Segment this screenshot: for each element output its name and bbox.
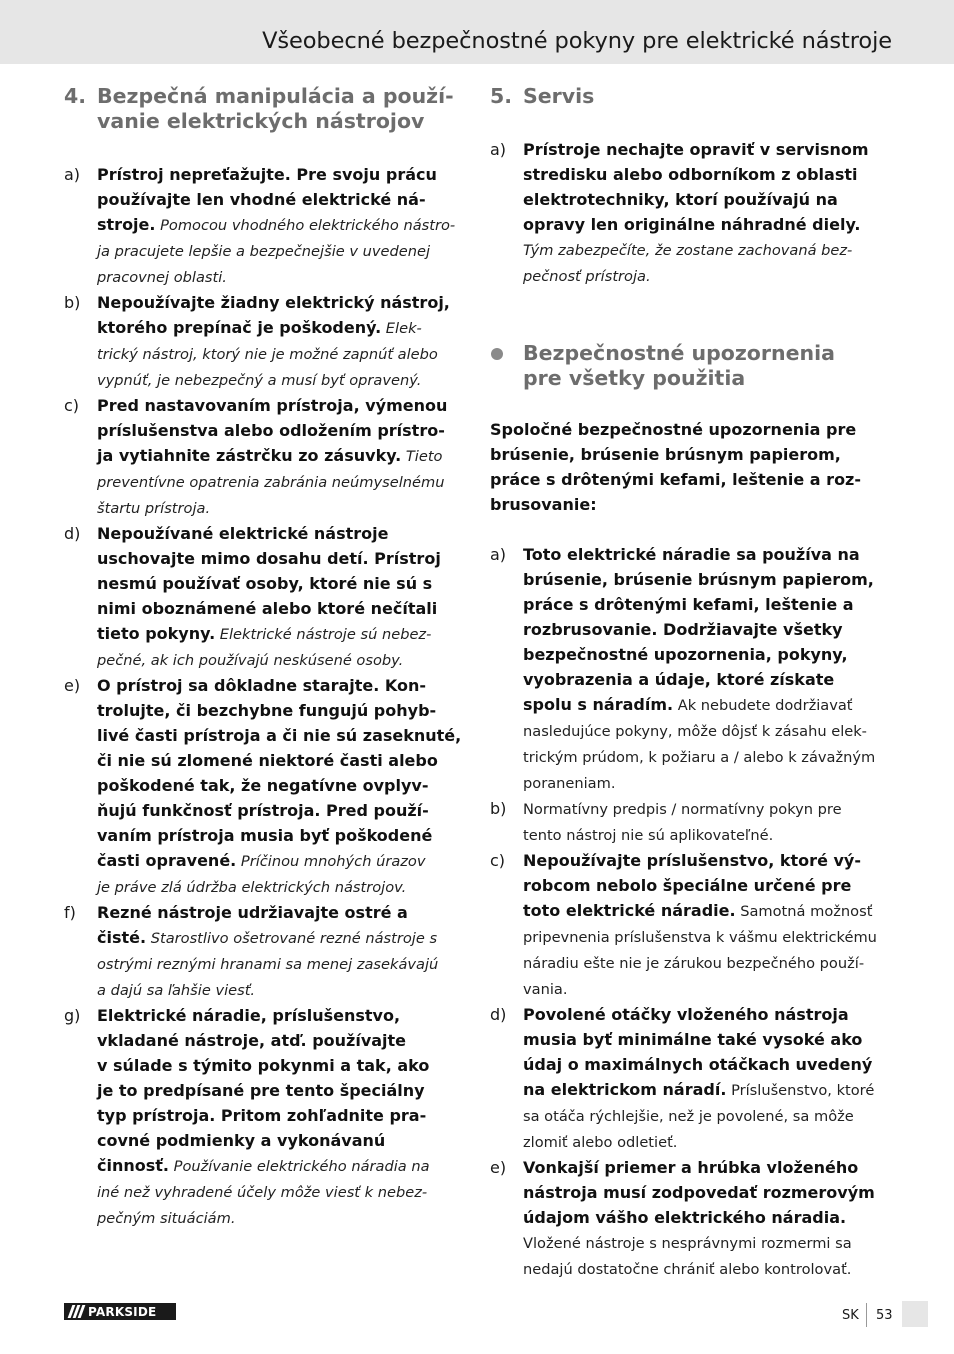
item-label: e) bbox=[64, 676, 81, 695]
body-text: sa otáča rýchlejšie, než je povolené, sa môže bbox=[523, 1108, 854, 1125]
italic-text: pečné, ak ich používajú neskúsené osoby. bbox=[97, 652, 404, 669]
italic-text: Elek- bbox=[381, 320, 422, 337]
bold-text: Pred nastavovaním prístroja, výmenou bbox=[97, 396, 448, 415]
bold-text: elektrotechniky, ktorí používajú na bbox=[523, 190, 838, 209]
bold-text: časti opravené. bbox=[97, 851, 237, 870]
bold-text: Prístroje nechajte opraviť v servisnom bbox=[523, 140, 869, 159]
bold-text: Elektrické náradie, príslušenstvo, bbox=[97, 1006, 401, 1025]
bold-text: O prístroj sa dôkladne starajte. Kon- bbox=[97, 676, 427, 695]
bold-text: je to predpísané pre tento špeciálny bbox=[97, 1081, 425, 1100]
safety-title-line1: Bezpečnostné upozornenia bbox=[523, 341, 835, 365]
logo-stripes-icon bbox=[64, 1303, 88, 1320]
bold-text: ňujú funkčnosť prístroja. Pred použí- bbox=[97, 801, 429, 820]
italic-text: pečným situáciám. bbox=[97, 1210, 236, 1227]
bold-text: musia byť minimálne také vysoké ako bbox=[523, 1030, 863, 1049]
item-label: b) bbox=[64, 293, 81, 312]
safety-heading bbox=[490, 341, 894, 391]
bold-text: trolujte, či bezchybne fungujú pohyb- bbox=[97, 701, 437, 720]
bold-text: či nie sú zlomené niektoré časti alebo bbox=[97, 751, 438, 770]
body-text: Normatívny predpis / normatívny pokyn pre bbox=[523, 801, 842, 818]
italic-text: Starostlivo ošetrované rezné nástroje s bbox=[146, 930, 438, 947]
body-text: Príslušenstvo, ktoré bbox=[726, 1082, 875, 1099]
bold-text: na elektrickom náradí. bbox=[523, 1080, 727, 1099]
bold-text: ja vytiahnite zástrčku zo zásuvky. bbox=[97, 446, 402, 465]
section-4-title-line2: vanie elektrických nástrojov bbox=[97, 109, 425, 133]
bold-text: činnosť. bbox=[97, 1156, 169, 1175]
intro-line: brúsenie, brúsenie brúsnym papierom, bbox=[490, 445, 841, 464]
body-text: tento nástroj nie sú aplikovateľné. bbox=[523, 827, 774, 844]
bold-text: údajom vášho elektrického náradia. bbox=[523, 1208, 847, 1227]
item-label: a) bbox=[490, 140, 507, 159]
bold-text: covné podmienky a vykonávanú bbox=[97, 1131, 386, 1150]
bold-text: toto elektrické náradie. bbox=[523, 901, 736, 920]
body-text: trickým prúdom, k požiaru a / alebo k závažným bbox=[523, 749, 876, 766]
italic-text: Elektrické nástroje sú nebez- bbox=[215, 626, 432, 643]
list-item bbox=[64, 290, 464, 393]
parkside-logo bbox=[64, 1303, 176, 1320]
intro-line: práce s drôtenými kefami, leštenie a roz- bbox=[490, 470, 862, 489]
body-text: Vložené nástroje s nesprávnymi rozmermi sa bbox=[523, 1235, 852, 1252]
italic-text: preventívne opatrenia zabránia neúmyselnému bbox=[97, 474, 445, 491]
bold-text: vkladané nástroje, atď. používajte bbox=[97, 1031, 407, 1050]
bold-text: Toto elektrické náradie sa používa na bbox=[523, 545, 860, 564]
section-5-number: 5. bbox=[490, 84, 513, 108]
italic-text: ostrými reznými hranami sa menej zasekávajú bbox=[97, 956, 439, 973]
bold-text: typ prístroja. Pritom zohľadnite pra- bbox=[97, 1106, 427, 1125]
bold-text: stredisku alebo odborníkom z oblasti bbox=[523, 165, 858, 184]
section-5-list bbox=[490, 137, 894, 289]
bold-text: Nepoužívané elektrické nástroje bbox=[97, 524, 389, 543]
italic-text: a dajú sa ľahšie viesť. bbox=[97, 982, 256, 999]
section-5-heading bbox=[490, 84, 894, 109]
body-text: Ak nebudete dodržiavať bbox=[673, 697, 853, 714]
bold-text: čisté. bbox=[97, 928, 147, 947]
list-item bbox=[64, 900, 464, 1003]
list-item bbox=[490, 1155, 894, 1282]
italic-text: pečnosť prístroja. bbox=[523, 268, 651, 285]
section-4-list bbox=[64, 162, 464, 1231]
list-item bbox=[64, 673, 464, 900]
bold-text: práce s drôtenými kefami, leštenie a bbox=[523, 595, 854, 614]
intro-line: brusovanie: bbox=[490, 495, 597, 514]
bold-text: stroje. bbox=[97, 215, 156, 234]
list-item bbox=[490, 796, 894, 848]
page-number: 53 bbox=[876, 1308, 893, 1323]
item-label: c) bbox=[490, 851, 506, 870]
bold-text: opravy len originálne náhradné diely. bbox=[523, 215, 861, 234]
italic-text: trický nástroj, ktorý nie je možné zapnúť alebo bbox=[97, 346, 438, 363]
section-4-heading bbox=[64, 84, 464, 134]
bold-text: poškodené tak, že negatívne ovplyv- bbox=[97, 776, 429, 795]
body-text: pripevnenia príslušenstva k vášmu elektrickému bbox=[523, 929, 877, 946]
bold-text: vaním prístroja musia byť poškodené bbox=[97, 826, 433, 845]
item-label: a) bbox=[64, 165, 81, 184]
body-text: poraneniam. bbox=[523, 775, 616, 792]
bold-text: tieto pokyny. bbox=[97, 624, 216, 643]
list-item bbox=[64, 521, 464, 673]
bold-text: nesmú používať osoby, ktoré nie sú s bbox=[97, 574, 433, 593]
bold-text: uschovajte mimo dosahu detí. Prístroj bbox=[97, 549, 441, 568]
italic-text: je práve zlá údržba elektrických nástrojov. bbox=[97, 879, 407, 896]
brand-name: PARKSIDE bbox=[88, 1304, 157, 1319]
safety-intro bbox=[490, 417, 894, 517]
intro-line: Spoločné bezpečnostné upozornenia pre bbox=[490, 420, 857, 439]
bold-text: príslušenstva alebo odložením prístro- bbox=[97, 421, 445, 440]
bold-text: Nepoužívajte žiadny elektrický nástroj, bbox=[97, 293, 450, 312]
bold-text: Prístroj nepreťažujte. Pre svoju prácu bbox=[97, 165, 437, 184]
body-text: náradiu ešte nie je zárukou bezpečného použí- bbox=[523, 955, 865, 972]
list-item bbox=[64, 162, 464, 290]
italic-text: štartu prístroja. bbox=[97, 500, 211, 517]
bold-text: Nepoužívajte príslušenstvo, ktoré vý- bbox=[523, 851, 861, 870]
footer-divider bbox=[866, 1303, 867, 1327]
bold-text: údaj o maximálnych otáčkach uvedený bbox=[523, 1055, 873, 1074]
bullet-icon bbox=[491, 348, 503, 360]
body-text: nasledujúce pokyny, môže dôjsť k zásahu elek- bbox=[523, 723, 867, 740]
bold-text: robcom nebolo špeciálne určené pre bbox=[523, 876, 852, 895]
item-label: e) bbox=[490, 1158, 507, 1177]
bold-text: Povolené otáčky vloženého nástroja bbox=[523, 1005, 849, 1024]
item-label: c) bbox=[64, 396, 80, 415]
bold-text: ktorého prepínač je poškodený. bbox=[97, 318, 382, 337]
page-tab-marker bbox=[902, 1301, 928, 1327]
page-header bbox=[0, 0, 954, 64]
list-item bbox=[64, 393, 464, 521]
bold-text: v súlade s týmito pokynmi a tak, ako bbox=[97, 1056, 430, 1075]
bold-text: používajte len vhodné elektrické ná- bbox=[97, 190, 426, 209]
italic-text: Príčinou mnohých úrazov bbox=[236, 853, 426, 870]
item-label: a) bbox=[490, 545, 507, 564]
italic-text: iné než vyhradené účely môže viesť k nebez- bbox=[97, 1184, 428, 1201]
language-code: SK bbox=[842, 1308, 859, 1323]
bold-text: livé časti prístroja a či nie sú zaseknuté, bbox=[97, 726, 462, 745]
item-label: d) bbox=[490, 1005, 507, 1024]
list-item bbox=[490, 542, 894, 796]
item-label: d) bbox=[64, 524, 81, 543]
italic-text: ja pracujete lepšie a bezpečnejšie v uvedenej bbox=[97, 243, 431, 260]
body-text: nedajú dostatočne chrániť alebo kontrolovať. bbox=[523, 1261, 852, 1278]
safety-title-line2: pre všetky použitia bbox=[523, 366, 746, 390]
section-5-title: Servis bbox=[523, 84, 595, 108]
bold-text: rozbrusovanie. Dodržiavajte všetky bbox=[523, 620, 843, 639]
list-item bbox=[490, 137, 894, 289]
italic-text: vypnúť, je nebezpečný a musí byť opravený. bbox=[97, 372, 422, 389]
body-text: Samotná možnosť bbox=[735, 903, 873, 920]
right-column bbox=[490, 84, 894, 1282]
italic-text: Tým zabezpečíte, že zostane zachovaná bez- bbox=[523, 242, 853, 259]
item-label: g) bbox=[64, 1006, 81, 1025]
italic-text: Používanie elektrického náradia na bbox=[169, 1158, 430, 1175]
italic-text: Pomocou vhodného elektrického nástro- bbox=[155, 217, 456, 234]
bold-text: nimi oboznámené alebo ktoré nečítali bbox=[97, 599, 438, 618]
intro-paragraph bbox=[490, 417, 894, 517]
body-text: vania. bbox=[523, 981, 568, 998]
section-4-title-line1: Bezpečná manipulácia a použí- bbox=[97, 84, 454, 108]
left-column bbox=[64, 84, 464, 1231]
bold-text: Rezné nástroje udržiavajte ostré a bbox=[97, 903, 408, 922]
list-item bbox=[64, 1003, 464, 1231]
item-label: b) bbox=[490, 799, 507, 818]
list-item bbox=[490, 848, 894, 1002]
bold-text: bezpečnostné upozornenia, pokyny, bbox=[523, 645, 848, 664]
item-label: f) bbox=[64, 903, 76, 922]
italic-text: pracovnej oblasti. bbox=[97, 269, 227, 286]
italic-text: Tieto bbox=[401, 448, 443, 465]
bold-text: vyobrazenia a údaje, ktoré získate bbox=[523, 670, 835, 689]
bold-text: spolu s náradím. bbox=[523, 695, 674, 714]
body-text: zlomiť alebo odletieť. bbox=[523, 1134, 678, 1151]
bold-text: brúsenie, brúsenie brúsnym papierom, bbox=[523, 570, 874, 589]
list-item bbox=[490, 1002, 894, 1155]
section-4-number: 4. bbox=[64, 84, 87, 108]
header-title: Všeobecné bezpečnostné pokyny pre elektrické nástroje bbox=[262, 28, 892, 54]
bold-text: Vonkajší priemer a hrúbka vloženého bbox=[523, 1158, 859, 1177]
bold-text: nástroja musí zodpovedať rozmerovým bbox=[523, 1183, 875, 1202]
safety-list bbox=[490, 542, 894, 1282]
